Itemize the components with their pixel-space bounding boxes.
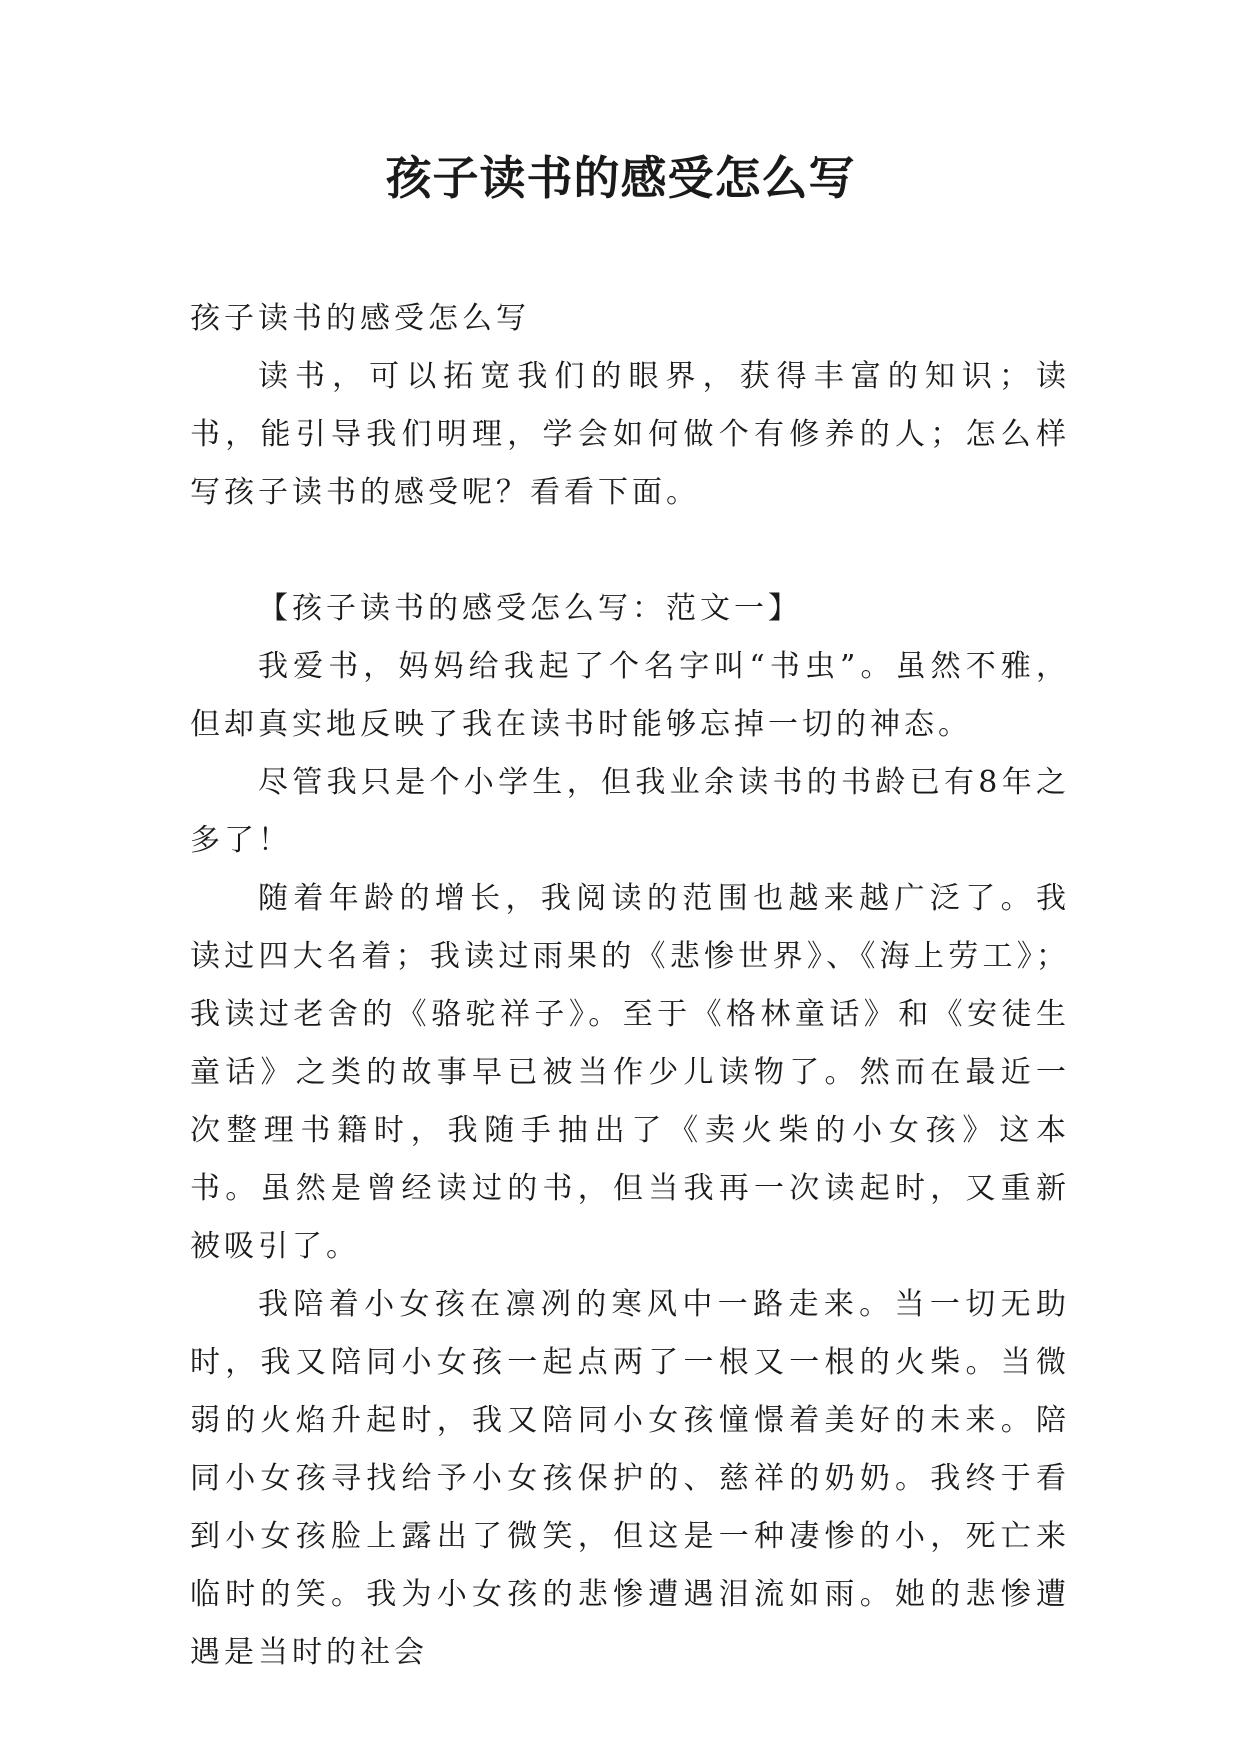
- document-subtitle: 孩子读书的感受怎么写: [190, 301, 530, 336]
- intro-paragraph: 读书，可以拓宽我们的眼界，获得丰富的知识；读书，能引导我们明理，学会如何做个有修养的人；怎么样写孩子读书的感受呢？看看下面。: [190, 359, 1070, 510]
- document-title: 孩子读书的感受怎么写: [385, 151, 856, 205]
- spacer: [190, 522, 1070, 580]
- body-paragraph-4: 我陪着小女孩在凛冽的寒风中一路走来。当一切无助时，我又陪同小女孩一起点两了一根又一根的火柴。当微弱的火焰升起时，我又陪同小女孩憧憬着美好的未来。陪同小女孩寻找给予小女孩保护的、慈祥的奶奶。我终于看到小女孩脸上露出了微笑，但这是一种凄惨的小，死亡来临时的笑。我为小女孩的悲惨遭遇泪流如雨。她的悲惨遭遇是当时的社会: [190, 1287, 1070, 1670]
- body-paragraph-3: 随着年龄的增长，我阅读的范围也越来越广泛了。我读过四大名着；我读过雨果的《悲惨世界》、《海上劳工》；我读过老舍的《骆驼祥子》。至于《格林童话》和《安徒生童话》之类的故事早已被当作少儿读物了。然而在最近一次整理书籍时，我随手抽出了《卖火柴的小女孩》这本书。虽然是曾经读过的书，但当我再一次读起时，又重新被吸引了。: [190, 881, 1070, 1264]
- body-paragraph-1: 我爱书，妈妈给我起了个名字叫“书虫”。虽然不雅，但却真实地反映了我在读书时能够忘掉一切的神态。: [190, 649, 1070, 742]
- section-heading: 【孩子读书的感受怎么写：范文一】: [258, 591, 802, 626]
- document-body: [190, 290, 1070, 1682]
- body-paragraph-2: 尽管我只是个小学生，但我业余读书的书龄已有8年之多了！: [190, 765, 1070, 858]
